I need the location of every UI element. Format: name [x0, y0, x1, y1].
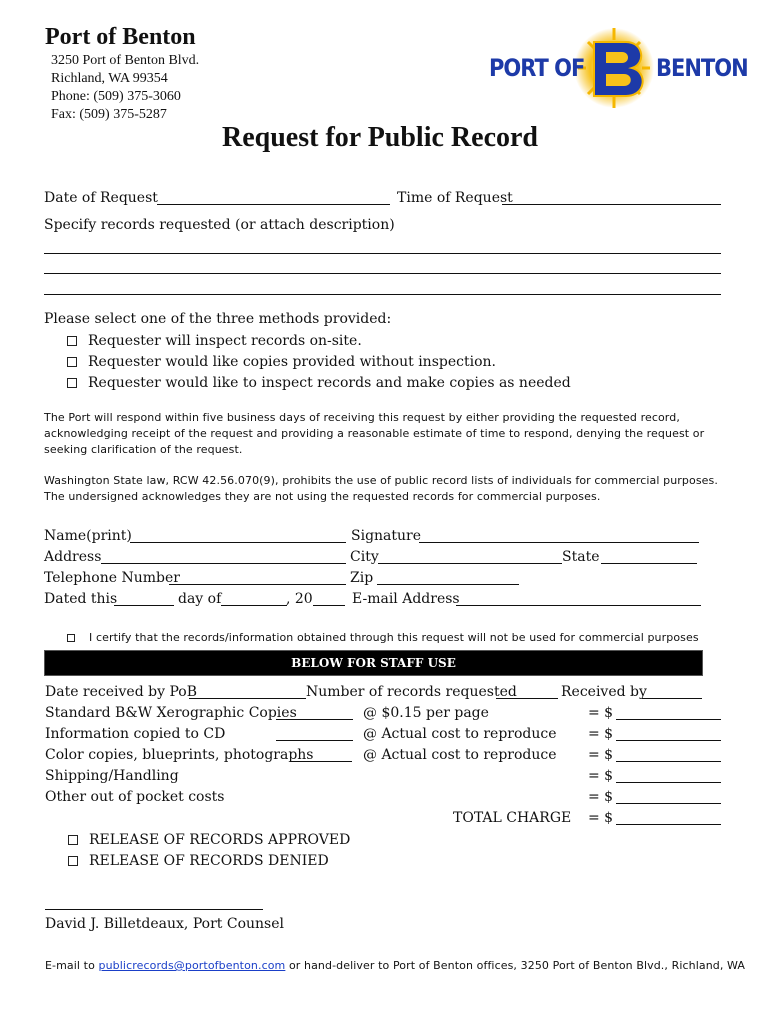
dated-this-label: Dated this [44, 591, 118, 607]
other-costs-label: Other out of pocket costs [45, 789, 225, 805]
city-field[interactable] [378, 563, 562, 564]
date-received-field[interactable] [189, 698, 306, 699]
date-of-request-field[interactable] [157, 204, 390, 205]
counsel-signature-line[interactable] [45, 909, 263, 910]
checkbox-icon[interactable] [68, 835, 78, 845]
total-charge-label: TOTAL CHARGE [453, 810, 572, 826]
records-description-line-2[interactable] [44, 273, 721, 274]
address-line-1: 3250 Port of Benton Blvd. [51, 53, 200, 68]
email-link[interactable]: publicrecords@portofbenton.com [98, 959, 286, 972]
signature-field[interactable] [419, 542, 699, 543]
respond-notice-line-1: The Port will respond within five business days of receiving this request by either providing the requested record, [44, 411, 680, 424]
xerographic-label: Standard B&W Xerographic Copies [45, 705, 297, 721]
org-name: Port of Benton [45, 24, 196, 50]
zip-field[interactable] [377, 584, 519, 585]
fax: Fax: (509) 375-5287 [51, 107, 167, 122]
cd-count-field[interactable] [276, 740, 353, 741]
checkbox-icon[interactable] [68, 856, 78, 866]
cd-rate: @ Actual cost to reproduce [363, 726, 557, 742]
received-by-field[interactable] [642, 698, 702, 699]
method-option-copies[interactable]: Requester would like copies provided without inspection. [67, 354, 496, 370]
records-description-line-1[interactable] [44, 253, 721, 254]
dated-month-field[interactable] [221, 605, 287, 606]
xerographic-amount-field[interactable] [616, 719, 721, 720]
zip-label: Zip [350, 570, 374, 586]
cd-label: Information copied to CD [45, 726, 226, 742]
address-label: Address [44, 549, 102, 565]
telephone-label: Telephone Number [44, 570, 180, 586]
checkbox-icon[interactable] [67, 634, 75, 642]
total-charge-equals: = $ [588, 810, 614, 826]
email-field[interactable] [456, 605, 701, 606]
other-costs-amount-field[interactable] [616, 803, 721, 804]
checkbox-icon[interactable] [67, 336, 77, 346]
dated-day-field[interactable] [114, 605, 174, 606]
records-description-line-3[interactable] [44, 294, 721, 295]
logo-text-left: PORT OF [489, 54, 585, 82]
law-notice-line-1: Washington State law, RCW 42.56.070(9), prohibits the use of public record lists of individuals for commercial purposes. [44, 474, 718, 487]
email-label: E-mail Address [352, 591, 460, 607]
shipping-label: Shipping/Handling [45, 768, 179, 784]
specify-records-label: Specify records requested (or attach description) [44, 217, 395, 233]
name-print-label: Name(print) [44, 528, 132, 544]
color-copies-amount-field[interactable] [616, 761, 721, 762]
method-option-inspect-and-copy[interactable]: Requester would like to inspect records and make copies as needed [67, 375, 571, 391]
law-notice-line-2: The undersigned acknowledges they are not using the requested records for commercial purposes. [44, 490, 601, 503]
method-option-onsite[interactable]: Requester will inspect records on-site. [67, 333, 362, 349]
xerographic-count-field[interactable] [276, 719, 353, 720]
xerographic-rate: @ $0.15 per page [363, 705, 489, 721]
color-copies-equals: = $ [588, 747, 614, 763]
release-approved-option[interactable]: RELEASE OF RECORDS APPROVED [68, 832, 350, 848]
respond-notice-line-3: seeking clarification of the request. [44, 443, 243, 456]
xerographic-equals: = $ [588, 705, 614, 721]
city-label: City [350, 549, 379, 565]
cd-amount-field[interactable] [616, 740, 721, 741]
name-print-field[interactable] [130, 542, 346, 543]
counsel-name: David J. Billetdeaux, Port Counsel [45, 916, 285, 932]
staff-use-banner: BELOW FOR STAFF USE [44, 650, 703, 676]
date-received-label: Date received by PoB [45, 684, 198, 700]
address-line-2: Richland, WA 99354 [51, 71, 168, 86]
cd-equals: = $ [588, 726, 614, 742]
received-by-label: Received by [561, 684, 647, 700]
port-of-benton-logo [486, 28, 748, 108]
num-records-field[interactable] [496, 698, 558, 699]
color-copies-count-field[interactable] [291, 761, 352, 762]
certify-checkbox[interactable]: I certify that the records/information obtained through this request will not be used for commercial purposes [67, 631, 699, 644]
year-label: , 20 [286, 591, 313, 607]
time-of-request-field[interactable] [502, 204, 721, 205]
shipping-equals: = $ [588, 768, 614, 784]
dated-year-field[interactable] [313, 605, 345, 606]
total-charge-field[interactable] [616, 824, 721, 825]
logo-text-right: BENTON [656, 54, 748, 82]
footer-note: E-mail to publicrecords@portofbenton.com or hand-deliver to Port of Benton offices, 3250 Port of Benton Blvd., Richland, WA [45, 959, 746, 972]
respond-notice-line-2: acknowledging receipt of the request and providing a reasonable estimate of time to respond, denying the request or [44, 427, 705, 440]
date-of-request-label: Date of Request [44, 190, 158, 206]
checkbox-icon[interactable] [67, 357, 77, 367]
other-costs-equals: = $ [588, 789, 614, 805]
state-label: State [562, 549, 600, 565]
time-of-request-label: Time of Request [397, 190, 513, 206]
release-denied-option[interactable]: RELEASE OF RECORDS DENIED [68, 853, 329, 869]
page-title: Request for Public Record [222, 122, 538, 153]
phone: Phone: (509) 375-3060 [51, 89, 181, 104]
day-of-label: day of [178, 591, 222, 607]
signature-label: Signature [351, 528, 422, 544]
methods-prompt: Please select one of the three methods provided: [44, 311, 392, 327]
num-records-label: Number of records requested [306, 684, 517, 700]
state-field[interactable] [601, 563, 697, 564]
color-copies-rate: @ Actual cost to reproduce [363, 747, 557, 763]
checkbox-icon[interactable] [67, 378, 77, 388]
address-field[interactable] [101, 563, 346, 564]
telephone-field[interactable] [169, 584, 346, 585]
shipping-amount-field[interactable] [616, 782, 721, 783]
color-copies-label: Color copies, blueprints, photographs [45, 747, 314, 763]
